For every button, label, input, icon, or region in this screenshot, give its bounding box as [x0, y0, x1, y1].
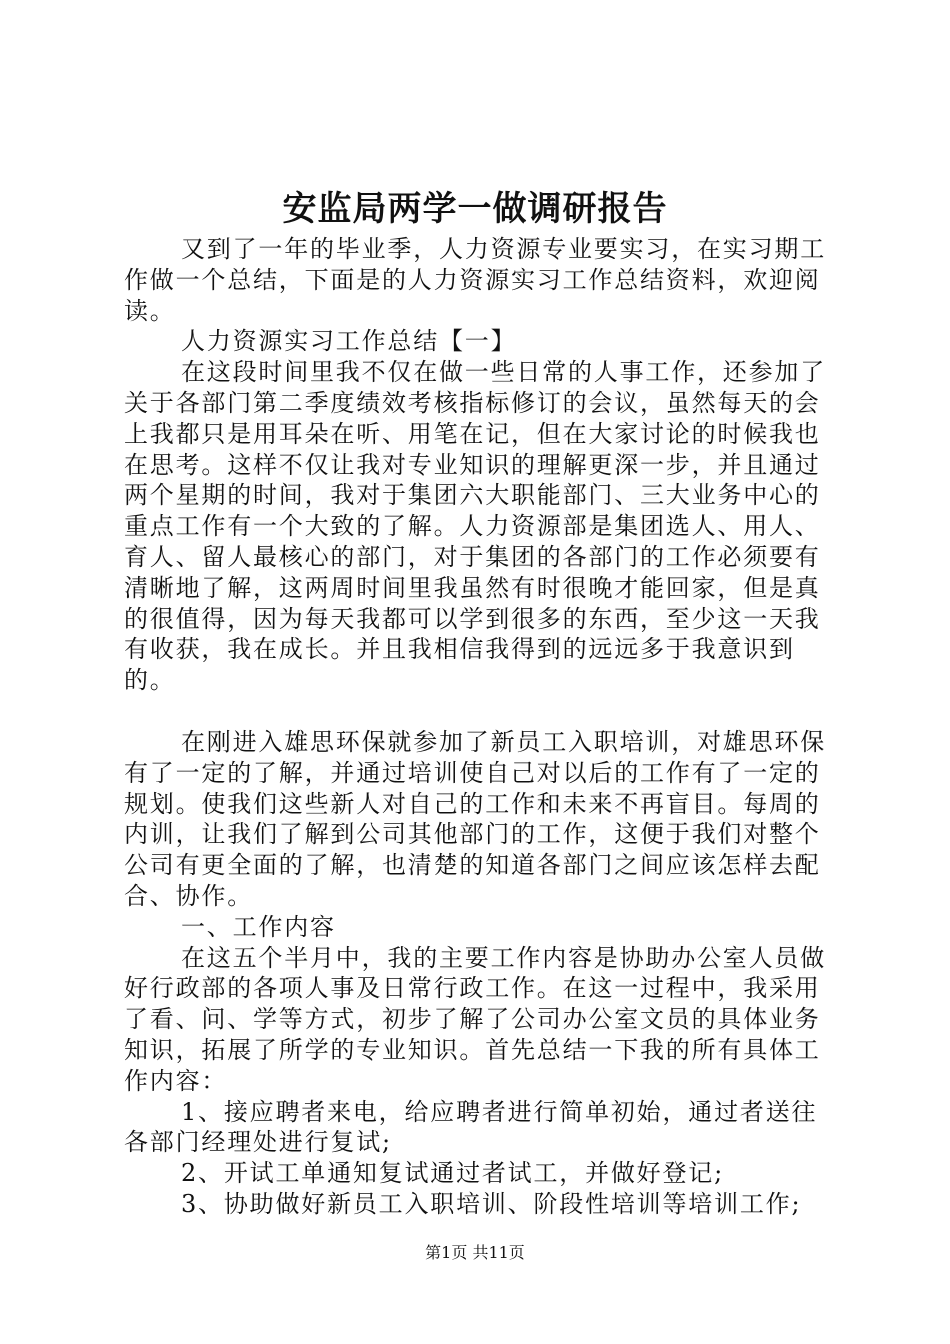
list-item-1: 1、接应聘者来电，给应聘者进行简单初始，通过者送往各部门经理处进行复试; — [124, 1097, 818, 1157]
section-heading-summary-1: 人力资源实习工作总结【一】 — [181, 327, 517, 356]
paragraph-work-experience: 在这段时间里我不仅在做一些日常的人事工作，还参加了关于各部门第二季度绩效考核指标修订的会议，虽然每天的会上我都只是用耳朵在听、用笔在记，但在大家讨论的时候我也在思考。这样不仅让我对专业知识的理解更深一步，并且通过两个星期的时间，我对于集团六大职能部门、三大业务中心的重点工作有一个大致的了解。人力资源部是集团选人、用人、育人、留人最核心的部门，对于集团的各部门的工作必须要有清晰地了解，这两周时间里我虽然有时很晚才能回家，但是真的很值得，因为每天我都可以学到很多的东西，至少这一天我有收获，我在成长。并且我相信我得到的远远多于我意识到的。 — [124, 358, 826, 695]
list-item-3: 3、协助做好新员工入职培训、阶段性培训等培训工作; — [181, 1189, 802, 1218]
document-body — [124, 234, 840, 1220]
paragraph-training: 在刚进入雄思环保就参加了新员工入职培训，对雄思环保有了一定的了解，并通过培训使自己对以后的工作有了一定的规划。使我们这些新人对自己的工作和未来不再盲目。每周的内训，让我们了解到公司其他部门的工作，这便于我们对整个公司有更全面的了解，也清楚的知道各部门之间应该怎样去配合、协作。 — [124, 727, 826, 910]
document-title: 安监局两学一做调研报告 — [282, 189, 668, 229]
page-number: 第1页 共11页 — [425, 1243, 525, 1262]
paragraph-work-content: 在这五个半月中，我的主要工作内容是协助办公室人员做好行政部的各项人事及日常行政工作。在这一过程中，我采用了看、问、学等方式，初步了解了公司办公室文员的具体业务知识，拓展了所学的专业知识。首先总结一下我的所有具体工作内容： — [124, 943, 826, 1095]
paragraph-intro: 又到了一年的毕业季，人力资源专业要实习，在实习期工作做一个总结，下面是的人力资源实习工作总结资料，欢迎阅读。 — [124, 235, 826, 325]
section-heading-work-content: 一、工作内容 — [181, 912, 336, 941]
list-item-2: 2、开试工单通知复试通过者试工，并做好登记; — [181, 1159, 724, 1188]
paragraph-spacer — [124, 696, 840, 727]
